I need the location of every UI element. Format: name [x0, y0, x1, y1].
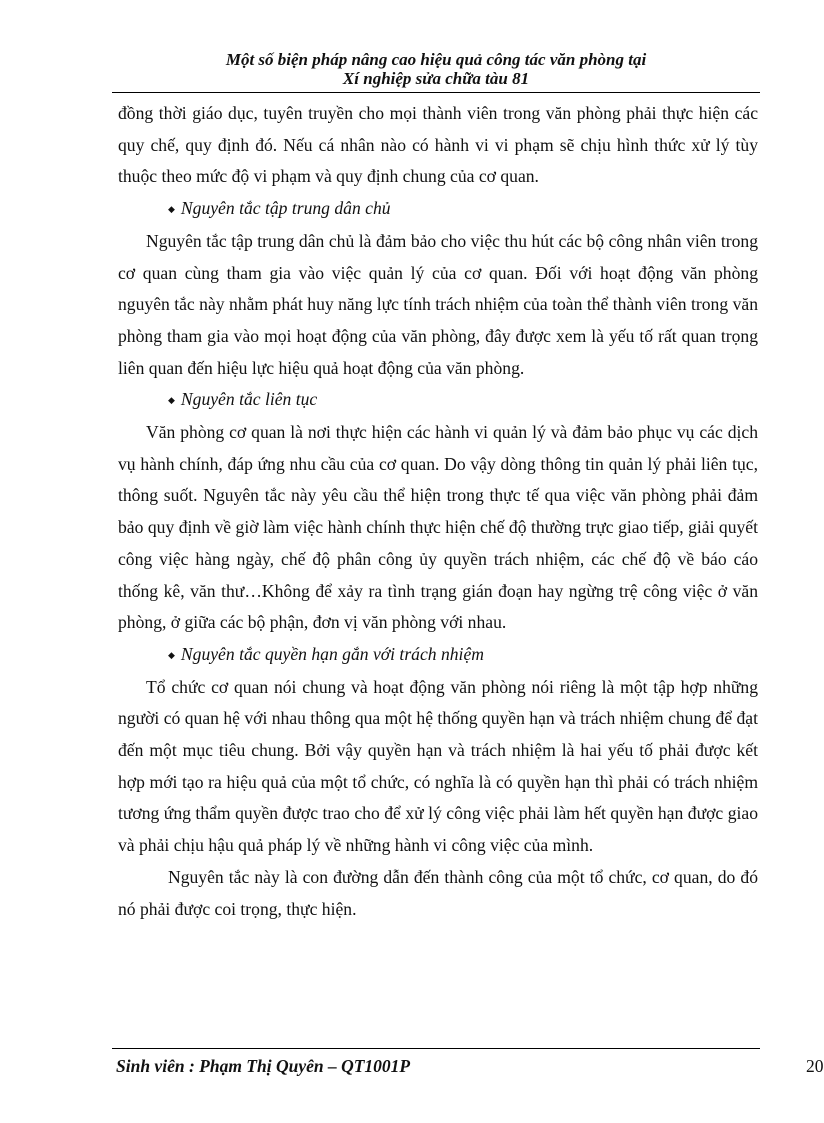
document-body — [118, 98, 758, 925]
section-heading-label: Nguyên tắc tập trung dân chủ — [180, 198, 391, 219]
section-heading-label: Nguyên tắc quyền hạn gắn với trách nhiệm — [180, 643, 484, 664]
page-footer — [116, 1055, 824, 1077]
section-heading-label: Nguyên tắc liên tục — [180, 389, 318, 410]
paragraph-continuation: đồng thời giáo dục, tuyên truyền cho mọi thành viên trong văn phòng phải thực hiện các quy chế, quy định đó. Nếu cá nhân nào có hành vi vi phạm sẽ chịu hình thức xử lý tùy thuộc theo mức độ vi phạm và quy định chung của cơ quan. — [118, 103, 758, 187]
header-title-line-1: Một số biện pháp nâng cao hiệu quả công tác văn phòng tại — [225, 50, 647, 69]
footer-student-name: Sinh viên : Phạm Thị Quyên – QT1001P — [116, 1056, 411, 1076]
paragraph-conclusion: Nguyên tắc này là con đường dẫn đến thành công của một tổ chức, cơ quan, do đó nó phải được coi trọng, thực hiện. — [118, 866, 758, 919]
diamond-bullet-icon: ◆ — [168, 395, 175, 406]
footer-rule — [112, 1048, 760, 1049]
diamond-bullet-icon: ◆ — [168, 204, 175, 215]
paragraph-democratic-centralism: Nguyên tắc tập trung dân chủ là đảm bảo cho việc thu hút các bộ công nhân viên trong cơ quan cùng tham gia vào việc quản lý của cơ quan. Đối với hoạt động văn phòng nguyên tắc này nhằm phát huy năng lực tính trách nhiệm của toàn thể thành viên trong văn phòng tham gia vào mọi hoạt động của văn phòng, đây được xem là yếu tố rất quan trọng liên quan đến hiệu lực hiệu quả hoạt động của văn phòng. — [118, 230, 758, 378]
paragraph-continuity: Văn phòng cơ quan là nơi thực hiện các hành vi quản lý và đảm bảo phục vụ các dịch vụ hành chính, đáp ứng nhu cầu của cơ quan. Do vậy dòng thông tin quản lý phải liên tục, thông suốt. Nguyên tắc này yêu cầu thể hiện trong thực tế qua việc văn phòng phải đảm bảo quy định về giờ làm việc hành chính thực hiện chế độ thường trực giao tiếp, giải quyết công việc hàng ngày, chế độ phân công ủy quyền trách nhiệm, các chế độ về báo cáo thống kê, văn thư…Không để xảy ra tình trạng gián đoạn hay ngừng trệ công việc ở văn phòng, ở giữa các bộ phận, đơn vị văn phòng với nhau. — [118, 422, 758, 633]
header-rule — [112, 92, 760, 93]
diamond-bullet-icon: ◆ — [168, 649, 175, 660]
section-heading-authority-responsibility — [118, 639, 758, 672]
header-title-line-2: Xí nghiệp sửa chữa tàu 81 — [342, 69, 530, 88]
page-number: 20 — [806, 1056, 824, 1076]
section-heading-continuity — [118, 384, 758, 417]
page-header — [112, 50, 760, 88]
section-heading-democratic-centralism — [118, 193, 758, 226]
paragraph-authority-responsibility: Tổ chức cơ quan nói chung và hoạt động văn phòng nói riêng là một tập hợp những người có quan hệ với nhau thông qua một hệ thống quyền hạn và trách nhiệm chung để đạt đến một mục tiêu chung. Bởi vậy quyền hạn và trách nhiệm là hai yếu tố phải được kết hợp mới tạo ra hiệu quả của một tổ chức, có nghĩa là có quyền hạn thì phải có trách nhiệm tương ứng thẩm quyền được trao cho để xử lý công việc phải làm hết quyền hạn được giao và phải chịu hậu quả pháp lý về những hành vi công việc của mình. — [118, 676, 758, 856]
